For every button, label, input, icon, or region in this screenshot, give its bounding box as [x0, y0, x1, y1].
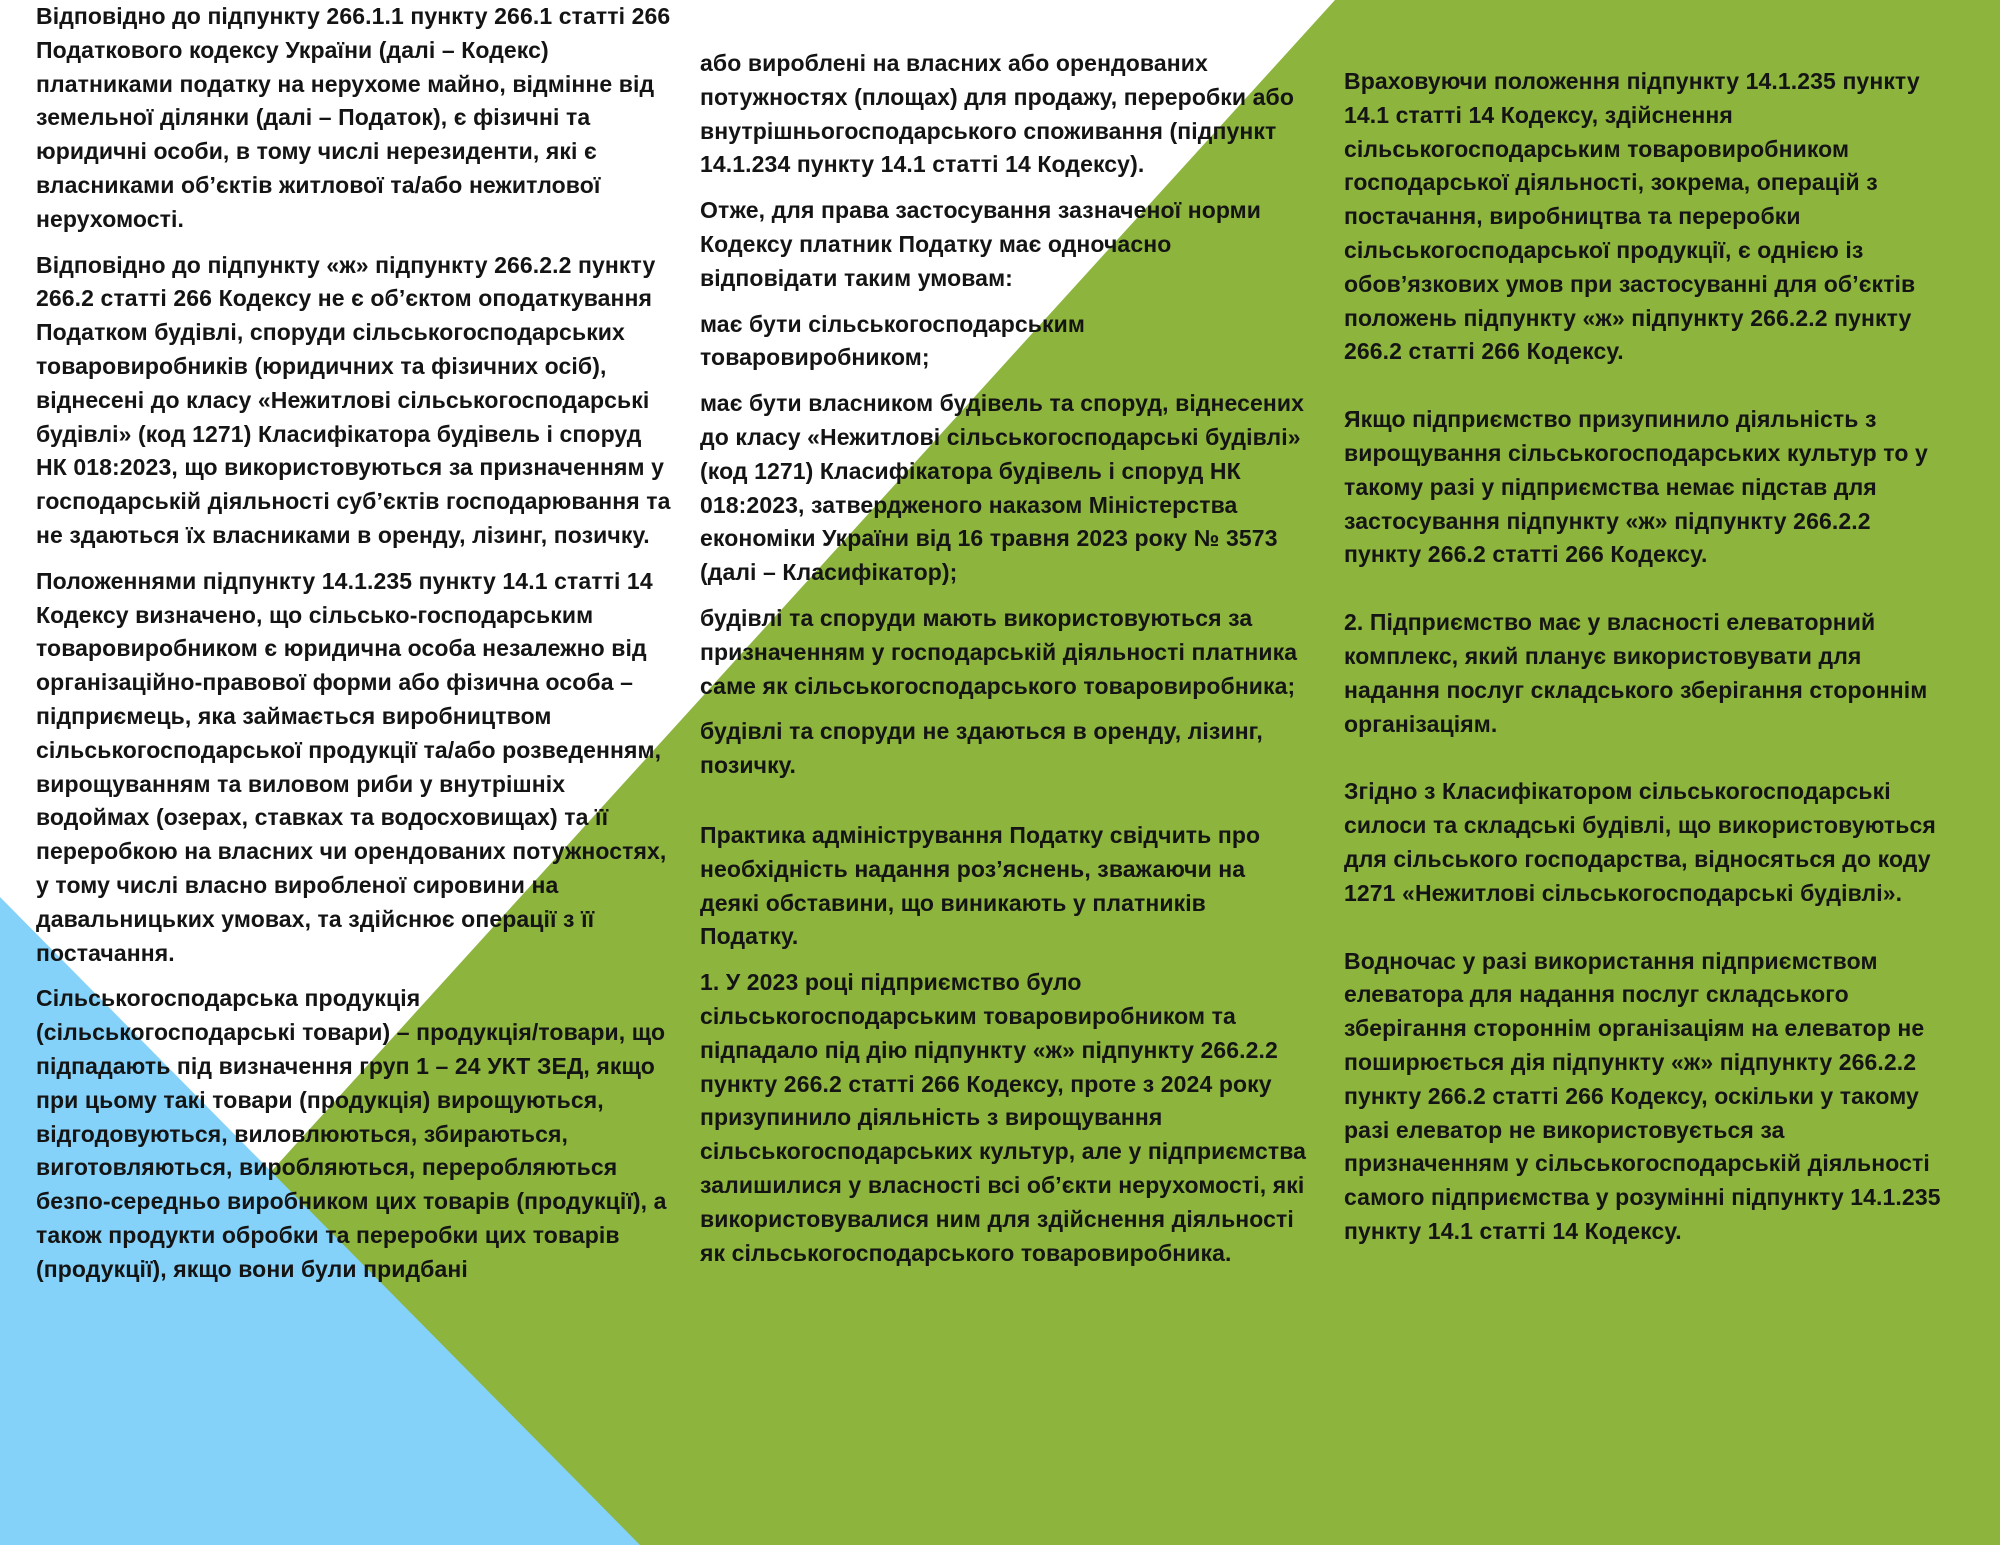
paragraph-condition-usage: будівлі та споруди мають використовуються за призначенням у господарській діяльності платника саме як сільськогосподарського товаровиробника; [700, 604, 1298, 699]
paragraph-case-1: 1. У 2023 році підприємство було сільськогосподарським товаровиробником та підпадало під дію підпункту «ж» підпункту 266.2.2 пункту 266.2 статті 266 Кодексу, проте з 2024 року призупинило діяльність з вирощування сільськогосподарських культур, але у підприємства залишилися у власності всі об’єкти нерухомості, які використовувалися ним для здійснення діяльності як сільськогосподарського товаровиробника. [700, 969, 1307, 1266]
paragraph-condition-owner: має бути власником будівель та споруд, віднесених до класу «Нежитлові сільськогосподарські будівлі» (код 1271) Класифікатора будівель і споруд НК 018:2023, затвердженого наказом Міністерства економіки України від 16 травня 2023 року № 3573 (далі – Класифікатор); [700, 390, 1305, 586]
text-column-right [1344, 65, 1944, 1283]
paragraph-conditions-intro: Отже, для права застосування зазначеної норми Кодексу платник Податку має одночасно відповідати таким умовам: [700, 197, 1262, 291]
paragraph-case-2: 2. Підприємство має у власності елеваторний комплекс, який планує використовувати для надання послуг складського зберігання стороннім організаціям. [1344, 609, 1928, 737]
paragraph-suspended-activity: Якщо підприємство призупинило діяльність з вирощування сільськогосподарських культур то у такому разі у підприємства немає підстав для застосування підпункту «ж» підпункту 266.2.2 пункту 266.2 статті 266 Кодексу. [1344, 406, 1928, 568]
paragraph-non-taxable-objects: Відповідно до підпункту «ж» підпункту 266.2.2 пункту 266.2 статті 266 Кодексу не є об’єктом оподаткування Податком будівлі, споруди сільськогосподарських товаровиробників (юридичних та фізичних осіб), віднесені до класу «Нежитлові сільськогосподарські будівлі» (код 1271) Класифікатора будівель і споруд НК 018:2023, що використовуються за призначенням у господарській діяльності суб’єктів господарювання та не здаються їх власниками в оренду, лізинг, позичку. [36, 251, 671, 548]
paragraph-classifier: Згідно з Класифікатором сільськогосподарські силоси та складські будівлі, що використовуються для сільського господарства, відносяться до коду 1271 «Нежитлові сільськогосподарські будівлі». [1344, 778, 1936, 906]
paragraph-considering-provisions: Враховуючи положення підпункту 14.1.235 пункту 14.1 статті 14 Кодексу, здійснення сільськогосподарським товаровиробником господарської діяльності, зокрема, операцій з постачання, виробництва та переробки сільськогосподарської продукції, є однією із обов’язкових умов при застосуванні для об’єктів положень підпункту «ж» підпункту 266.2.2 пункту 266.2 статті 266 Кодексу. [1344, 68, 1920, 365]
paragraph-taxpayers: Відповідно до підпункту 266.1.1 пункту 266.1 статті 266 Податкового кодексу України (далі – Кодекс) платниками податку на нерухоме майно, відмінне від земельної ділянки (далі – Податок), є фізичні та юридичні особи, в тому числі нерезиденти, які є власниками об’єктів житлової та/або нежитлової нерухомості. [36, 3, 671, 232]
paragraph-practice: Практика адміністрування Податку свідчить про необхідність надання роз’яснень, зважаючи на деякі обставини, що виникають у платників Податку. [700, 821, 1261, 950]
paragraph-condition-no-lease: будівлі та споруди не здаються в оренду, лізинг, позичку. [700, 718, 1263, 779]
text-column-middle [700, 47, 1310, 1282]
text-column-left [36, 0, 676, 1298]
paragraph-products-continued: або вироблені на власних або орендованих потужностях (площах) для продажу, переробки або внутрішньогосподарського споживання (підпункт 14.1.234 пункту 14.1 статті 14 Кодексу). [700, 50, 1294, 178]
paragraph-agricultural-products: Сільськогосподарська продукція (сільськогосподарські товари) – продукція/товари, що підпадають під визначення груп 1 – 24 УКТ ЗЕД, якщо при цьому такі товари (продукція) вирощуються, відгодовуються, виловлюються, збираються, виготовляються, виробляються, переробляються безпо-середньо виробником цих товарів (продукції), а також продукти обробки та переробки цих товарів (продукції), якщо вони були придбані [36, 985, 667, 1282]
paragraph-elevator-conclusion: Водночас у разі використання підприємством елеватора для надання послуг складського зберігання стороннім організаціям на елеватор не поширюється дія підпункту «ж» підпункту 266.2.2 пункту 266.2 статті 266 Кодексу, оскільки у такому разі елеватор не використовується за призначенням у сільськогосподарській діяльності самого підприємства у розумінні підпункту 14.1.235 пункту 14.1 статті 14 Кодексу. [1344, 947, 1941, 1244]
paragraph-condition-producer: має бути сільськогосподарським товаровиробником; [700, 310, 1085, 371]
paragraph-producer-definition: Положеннями підпункту 14.1.235 пункту 14.1 статті 14 Кодексу визначено, що сільсько-господарським товаровиробником є юридична особа незалежно від організаційно-правової форми або фізична особа – підприємець, яка займається виробництвом сільськогосподарської продукції та/або розведенням, вирощуванням та виловом риби у внутрішніх водоймах (озерах, ставках та водосховищах) та її переробкою на власних чи орендованих потужностях, у тому числі власно виробленої сировини на давальницьких умовах, та здійснює операції з її постачання. [36, 567, 667, 966]
